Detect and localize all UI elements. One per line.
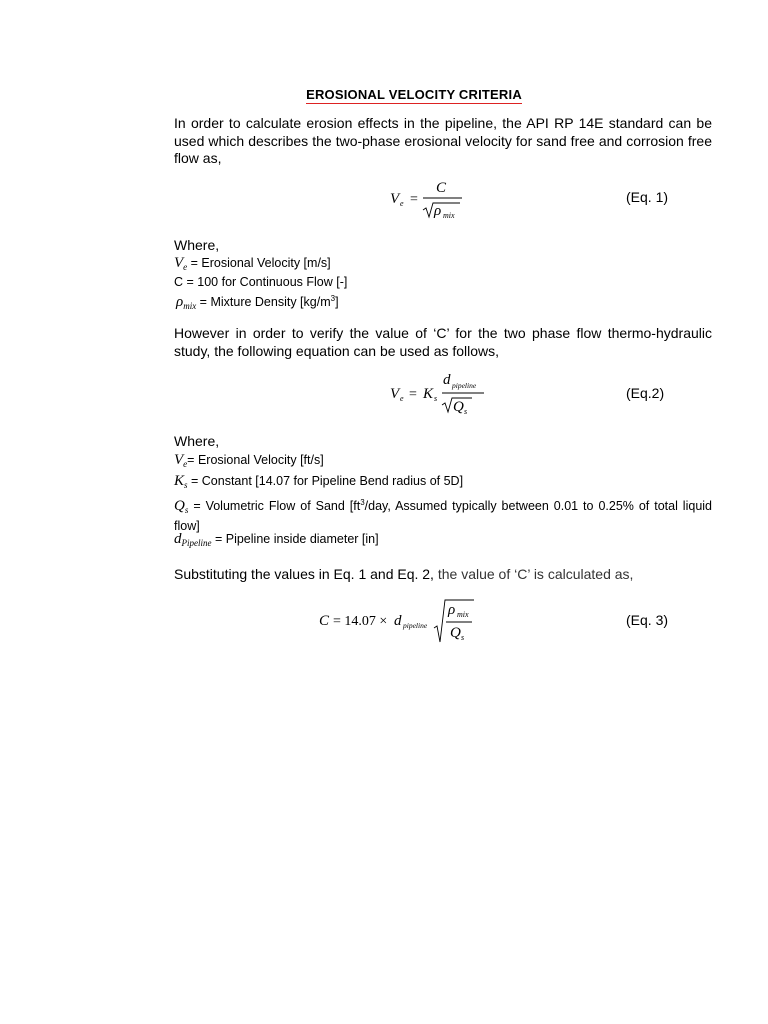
eq2-lhs: V [390,386,400,402]
rho-tail: ] [335,295,339,310]
ve-def-2: = Erosional Velocity [ft/s] [187,453,324,467]
qs-sup: 3 [360,498,365,507]
eq3-lhs: C [319,613,330,629]
rho-sub: mix [183,301,197,312]
ve-sub: e [183,262,188,272]
where2-item-ks [174,473,463,493]
where1-item-c: C = 100 for Continuous Flow [-] [174,275,348,289]
eq2-label: (Eq.2) [626,385,665,401]
eq2-equals: = [409,387,417,402]
eq2-numerator-sub: pipeline [452,381,477,390]
rho-symbol: ρ [176,294,184,311]
substitute-paragraph [174,566,633,582]
qs-sub: s [184,505,189,516]
qs-tail: /day, Assumed typically between 0.01 to 0.25% of total liquid flow] [174,499,712,534]
ve-symbol: V [174,255,184,271]
equation-1 [380,176,480,226]
where1-item-ve [174,255,331,275]
eq2-denominator-sub: s [464,407,468,416]
title-text: EROSIONAL VELOCITY CRITERIA [306,87,522,102]
eq1-label: (Eq. 1) [626,189,669,205]
d-sub: Pipeline [181,538,212,548]
equation-2 [380,368,500,420]
eq1-lhs-sub: e [400,199,404,208]
rho-sup: 3 [330,294,336,303]
eq1-numerator: C [436,180,447,196]
eq3-label: (Eq. 3) [626,612,669,628]
eq2-lhs-sub: e [400,394,404,403]
eq3-d-sub: pipeline [403,621,428,630]
eq2-numerator: d [443,372,451,388]
eq2-k-sub: s [434,394,438,403]
ks-sub: s [184,480,188,490]
eq3-denominator: Q [450,625,461,641]
substitute-text-b: the value of ‘C’ is calculated as, [433,566,634,582]
verify-paragraph: However in order to verify the value of ‘C’ for the two phase flow thermo-hydraulic study, the following equation can be used as follows, [174,325,712,359]
where1-item-rho [176,291,339,314]
ks-def: = Constant [14.07 for Pipeline Bend radius of 5D] [187,474,464,488]
where2-item-d [174,531,379,551]
eq3-coefficient: = 14.07 × [333,614,388,629]
rho-def: = Mixture Density [kg/m [196,295,331,310]
where2-item-qs [174,495,712,534]
ve-def: = Erosional Velocity [m/s] [187,256,331,270]
eq2-denominator: Q [453,399,464,415]
where1-heading: Where, [174,237,220,253]
eq3-denominator-sub: s [461,633,465,642]
eq3-numerator-sub: mix [457,610,469,619]
eq2-k: K [423,386,434,402]
equation-3 [312,598,492,646]
document-title [0,87,768,102]
ve-symbol-2: V [174,452,184,468]
ve-sub-2: e [183,459,188,469]
intro-paragraph: In order to calculate erosion effects in the pipeline, the API RP 14E standard can be used which describes the two-phase erosional velocity for sand free and corrosion free flow as, [174,115,712,166]
qs-def: = Volumetric Flow of Sand [ft [188,499,361,514]
ks-symbol: K [174,473,185,489]
eq1-equals: = [410,192,418,207]
eq3-d: d [394,613,402,629]
eq1-lhs: V [390,191,400,207]
qs-symbol: Q [174,498,185,515]
d-symbol: d [174,531,182,547]
eq1-denominator: ρ [434,203,442,219]
where2-heading: Where, [174,433,220,449]
eq3-numerator: ρ [448,602,456,618]
d-def: = Pipeline inside diameter [in] [211,532,379,546]
where2-item-ve [174,452,324,472]
eq1-denominator-sub: mix [443,211,455,220]
substitute-text-a: Substituting the values in Eq. 1 and Eq. 2, [174,566,434,582]
